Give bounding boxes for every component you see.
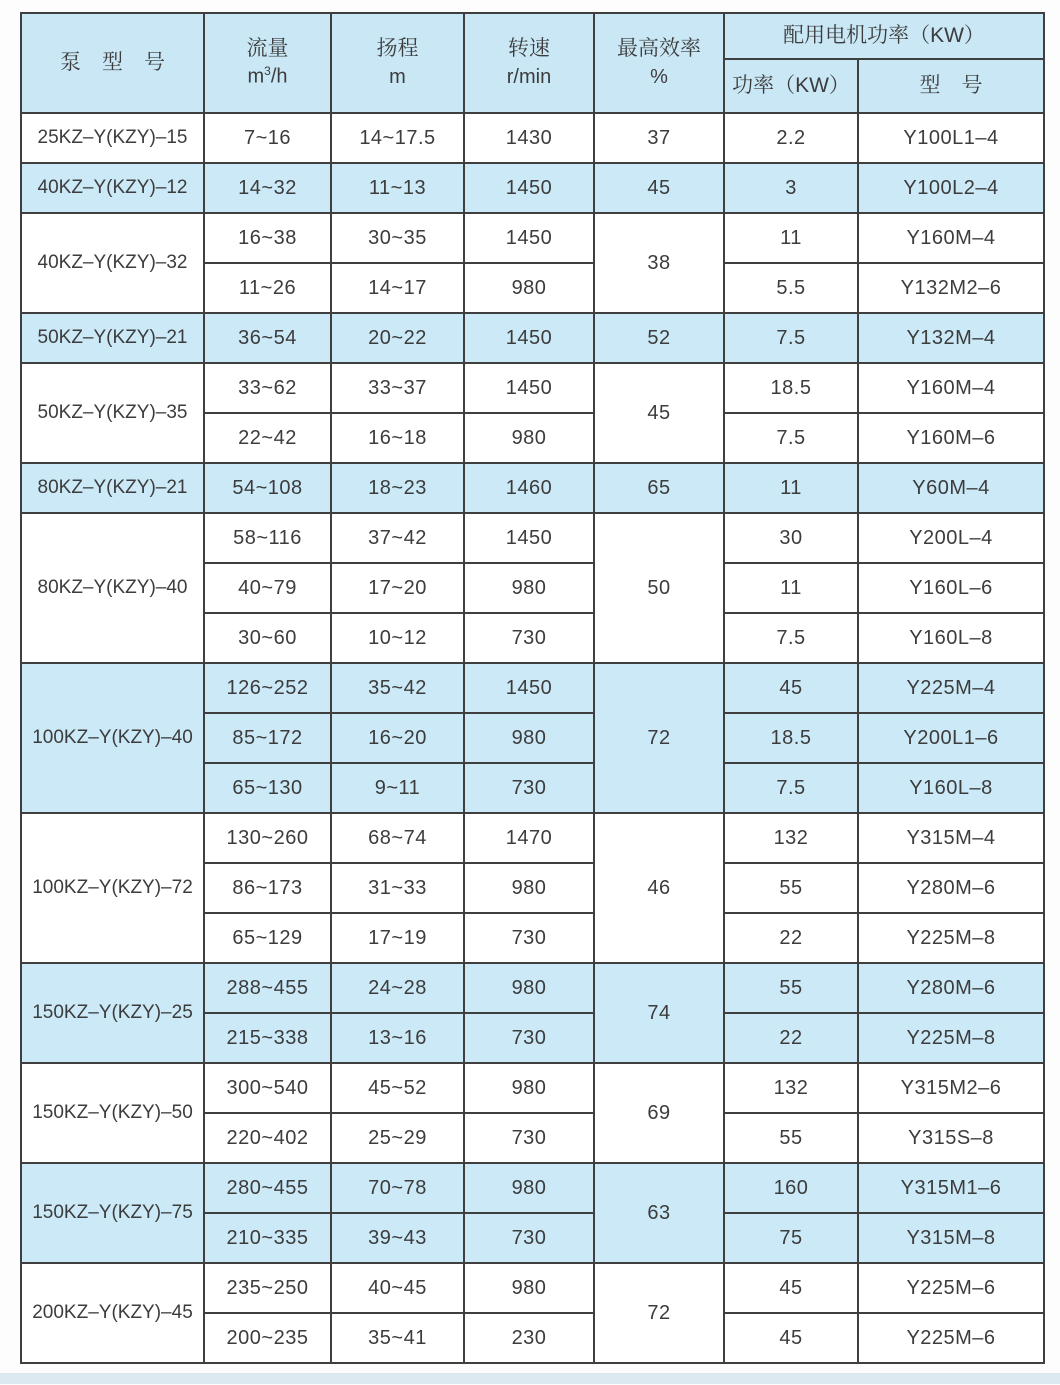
motor-power-cell: 11 bbox=[724, 463, 858, 513]
motor-power-cell: 45 bbox=[724, 663, 858, 713]
pump-model-cell: 150KZ–Y(KZY)–50 bbox=[21, 1063, 204, 1163]
efficiency-cell: 46 bbox=[594, 813, 724, 963]
header-speed-unit: r/min bbox=[506, 65, 552, 88]
motor-power-cell: 45 bbox=[724, 1313, 858, 1363]
header-speed bbox=[464, 13, 594, 113]
header-pump-model bbox=[21, 13, 204, 113]
motor-power-cell: 55 bbox=[724, 963, 858, 1013]
efficiency-cell: 69 bbox=[594, 1063, 724, 1163]
flow-cell: 36~54 bbox=[204, 313, 331, 363]
flow-cell: 7~16 bbox=[204, 113, 331, 163]
table-row bbox=[21, 363, 1044, 413]
header-head-unit: m bbox=[389, 65, 406, 88]
head-cell: 40~45 bbox=[331, 1263, 464, 1313]
speed-cell: 1450 bbox=[464, 663, 594, 713]
flow-cell: 30~60 bbox=[204, 613, 331, 663]
table-body bbox=[21, 113, 1044, 1363]
speed-cell: 980 bbox=[464, 1163, 594, 1213]
flow-cell: 11~26 bbox=[204, 263, 331, 313]
speed-cell: 980 bbox=[464, 1263, 594, 1313]
speed-cell: 730 bbox=[464, 763, 594, 813]
motor-model-cell: Y225M–8 bbox=[858, 1013, 1044, 1063]
pump-spec-table bbox=[20, 12, 1045, 1364]
motor-model-cell: Y225M–8 bbox=[858, 913, 1044, 963]
flow-cell: 280~455 bbox=[204, 1163, 331, 1213]
flow-cell: 14~32 bbox=[204, 163, 331, 213]
motor-model-cell: Y315M1–6 bbox=[858, 1163, 1044, 1213]
page-bottom-strip bbox=[0, 1373, 1060, 1384]
efficiency-cell: 65 bbox=[594, 463, 724, 513]
head-cell: 35~42 bbox=[331, 663, 464, 713]
head-cell: 33~37 bbox=[331, 363, 464, 413]
motor-power-cell: 5.5 bbox=[724, 263, 858, 313]
head-cell: 35~41 bbox=[331, 1313, 464, 1363]
motor-model-cell: Y160L–8 bbox=[858, 763, 1044, 813]
motor-power-cell: 132 bbox=[724, 1063, 858, 1113]
table-row bbox=[21, 1263, 1044, 1313]
speed-cell: 730 bbox=[464, 613, 594, 663]
motor-model-cell: Y200L1–6 bbox=[858, 713, 1044, 763]
header-speed-title: 转速 bbox=[508, 37, 550, 61]
flow-cell: 130~260 bbox=[204, 813, 331, 863]
head-cell: 24~28 bbox=[331, 963, 464, 1013]
head-cell: 17~19 bbox=[331, 913, 464, 963]
speed-cell: 1450 bbox=[464, 363, 594, 413]
speed-cell: 1450 bbox=[464, 513, 594, 563]
header-efficiency-title: 最高效率 bbox=[617, 37, 701, 61]
head-cell: 10~12 bbox=[331, 613, 464, 663]
flow-cell: 33~62 bbox=[204, 363, 331, 413]
motor-model-cell: Y60M–4 bbox=[858, 463, 1044, 513]
motor-power-cell: 22 bbox=[724, 1013, 858, 1063]
speed-cell: 1430 bbox=[464, 113, 594, 163]
table-row bbox=[21, 463, 1044, 513]
efficiency-cell: 38 bbox=[594, 213, 724, 313]
table-row bbox=[21, 963, 1044, 1013]
speed-cell: 1450 bbox=[464, 163, 594, 213]
header-flow-title: 流量 bbox=[246, 37, 289, 60]
speed-cell: 1450 bbox=[464, 213, 594, 263]
head-cell: 30~35 bbox=[331, 213, 464, 263]
flow-cell: 126~252 bbox=[204, 663, 331, 713]
header-row-top bbox=[21, 13, 1044, 59]
speed-cell: 230 bbox=[464, 1313, 594, 1363]
efficiency-cell: 63 bbox=[594, 1163, 724, 1263]
speed-cell: 1470 bbox=[464, 813, 594, 863]
speed-cell: 1460 bbox=[464, 463, 594, 513]
motor-power-cell: 2.2 bbox=[724, 113, 858, 163]
table-row bbox=[21, 663, 1044, 713]
head-cell: 14~17.5 bbox=[331, 113, 464, 163]
header-head bbox=[331, 13, 464, 113]
flow-cell: 220~402 bbox=[204, 1113, 331, 1163]
table-row bbox=[21, 1163, 1044, 1213]
table-row bbox=[21, 513, 1044, 563]
speed-cell: 980 bbox=[464, 713, 594, 763]
motor-model-cell: Y100L2–4 bbox=[858, 163, 1044, 213]
motor-power-cell: 55 bbox=[724, 1113, 858, 1163]
flow-cell: 54~108 bbox=[204, 463, 331, 513]
header-head-title: 扬程 bbox=[376, 37, 419, 61]
motor-power-cell: 18.5 bbox=[724, 713, 858, 763]
motor-power-cell: 18.5 bbox=[724, 363, 858, 413]
motor-model-cell: Y160L–8 bbox=[858, 613, 1044, 663]
efficiency-cell: 72 bbox=[594, 1263, 724, 1363]
pump-model-cell: 80KZ–Y(KZY)–21 bbox=[21, 463, 204, 513]
head-cell: 16~18 bbox=[331, 413, 464, 463]
head-cell: 9~11 bbox=[331, 763, 464, 813]
head-cell: 16~20 bbox=[331, 713, 464, 763]
motor-model-cell: Y160M–4 bbox=[858, 213, 1044, 263]
motor-power-cell: 7.5 bbox=[724, 413, 858, 463]
motor-power-cell: 11 bbox=[724, 213, 858, 263]
speed-cell: 980 bbox=[464, 1063, 594, 1113]
header-flow-unit: $m^3/h$ bbox=[247, 64, 288, 88]
speed-cell: 980 bbox=[464, 563, 594, 613]
flow-cell: 65~129 bbox=[204, 913, 331, 963]
header-motor-group: 配用电机功率（KW） bbox=[724, 13, 1044, 59]
speed-cell: 730 bbox=[464, 913, 594, 963]
motor-model-cell: Y160M–4 bbox=[858, 363, 1044, 413]
motor-model-cell: Y315M–8 bbox=[858, 1213, 1044, 1263]
flow-cell: 40~79 bbox=[204, 563, 331, 613]
speed-cell: 980 bbox=[464, 263, 594, 313]
speed-cell: 980 bbox=[464, 413, 594, 463]
motor-power-cell: 11 bbox=[724, 563, 858, 613]
table-row bbox=[21, 113, 1044, 163]
efficiency-cell: 74 bbox=[594, 963, 724, 1063]
pump-model-cell: 80KZ–Y(KZY)–40 bbox=[21, 513, 204, 663]
motor-power-cell: 7.5 bbox=[724, 313, 858, 363]
motor-model-cell: Y315M2–6 bbox=[858, 1063, 1044, 1113]
motor-model-cell: Y100L1–4 bbox=[858, 113, 1044, 163]
motor-power-cell: 132 bbox=[724, 813, 858, 863]
pump-model-cell: 25KZ–Y(KZY)–15 bbox=[21, 113, 204, 163]
motor-power-cell: 30 bbox=[724, 513, 858, 563]
head-cell: 11~13 bbox=[331, 163, 464, 213]
efficiency-cell: 52 bbox=[594, 313, 724, 363]
speed-cell: 980 bbox=[464, 863, 594, 913]
table-row bbox=[21, 1063, 1044, 1113]
header-motor-model: 型 号 bbox=[858, 59, 1044, 113]
head-cell: 14~17 bbox=[331, 263, 464, 313]
head-cell: 39~43 bbox=[331, 1213, 464, 1263]
head-cell: 37~42 bbox=[331, 513, 464, 563]
motor-model-cell: Y132M–4 bbox=[858, 313, 1044, 363]
motor-model-cell: Y160M–6 bbox=[858, 413, 1044, 463]
motor-power-cell: 55 bbox=[724, 863, 858, 913]
table-row bbox=[21, 163, 1044, 213]
efficiency-cell: 37 bbox=[594, 113, 724, 163]
motor-model-cell: Y225M–6 bbox=[858, 1263, 1044, 1313]
motor-model-cell: Y225M–6 bbox=[858, 1313, 1044, 1363]
pump-model-cell: 150KZ–Y(KZY)–25 bbox=[21, 963, 204, 1063]
motor-power-cell: 75 bbox=[724, 1213, 858, 1263]
motor-power-cell: 7.5 bbox=[724, 763, 858, 813]
speed-cell: 730 bbox=[464, 1013, 594, 1063]
flow-cell: 210~335 bbox=[204, 1213, 331, 1263]
motor-model-cell: Y132M2–6 bbox=[858, 263, 1044, 313]
motor-power-cell: 45 bbox=[724, 1263, 858, 1313]
speed-cell: 980 bbox=[464, 963, 594, 1013]
header-efficiency-unit: % bbox=[650, 65, 668, 88]
efficiency-cell: 72 bbox=[594, 663, 724, 813]
flow-cell: 16~38 bbox=[204, 213, 331, 263]
motor-model-cell: Y315M–4 bbox=[858, 813, 1044, 863]
head-cell: 25~29 bbox=[331, 1113, 464, 1163]
pump-model-cell: 40KZ–Y(KZY)–12 bbox=[21, 163, 204, 213]
motor-power-cell: 7.5 bbox=[724, 613, 858, 663]
head-cell: 70~78 bbox=[331, 1163, 464, 1213]
flow-cell: 65~130 bbox=[204, 763, 331, 813]
head-cell: 20~22 bbox=[331, 313, 464, 363]
header-pump-model-label: 泵 型 号 bbox=[60, 50, 165, 74]
flow-cell: 86~173 bbox=[204, 863, 331, 913]
flow-cell: 300~540 bbox=[204, 1063, 331, 1113]
header-motor-power: 功率（KW） bbox=[724, 59, 858, 113]
pump-model-cell: 150KZ–Y(KZY)–75 bbox=[21, 1163, 204, 1263]
flow-cell: 235~250 bbox=[204, 1263, 331, 1313]
motor-model-cell: Y160L–6 bbox=[858, 563, 1044, 613]
motor-model-cell: Y200L–4 bbox=[858, 513, 1044, 563]
head-cell: 18~23 bbox=[331, 463, 464, 513]
flow-cell: 58~116 bbox=[204, 513, 331, 563]
flow-cell: 288~455 bbox=[204, 963, 331, 1013]
speed-cell: 730 bbox=[464, 1213, 594, 1263]
pump-model-cell: 50KZ–Y(KZY)–35 bbox=[21, 363, 204, 463]
table-row bbox=[21, 313, 1044, 363]
motor-power-cell: 3 bbox=[724, 163, 858, 213]
efficiency-cell: 45 bbox=[594, 363, 724, 463]
head-cell: 68~74 bbox=[331, 813, 464, 863]
head-cell: 17~20 bbox=[331, 563, 464, 613]
motor-model-cell: Y280M–6 bbox=[858, 863, 1044, 913]
pump-model-cell: 100KZ–Y(KZY)–40 bbox=[21, 663, 204, 813]
pump-model-cell: 40KZ–Y(KZY)–32 bbox=[21, 213, 204, 313]
header-flow bbox=[204, 13, 331, 113]
flow-cell: 200~235 bbox=[204, 1313, 331, 1363]
efficiency-cell: 50 bbox=[594, 513, 724, 663]
motor-power-cell: 160 bbox=[724, 1163, 858, 1213]
speed-cell: 730 bbox=[464, 1113, 594, 1163]
table-row bbox=[21, 813, 1044, 863]
pump-model-cell: 200KZ–Y(KZY)–45 bbox=[21, 1263, 204, 1363]
flow-cell: 85~172 bbox=[204, 713, 331, 763]
motor-model-cell: Y315S–8 bbox=[858, 1113, 1044, 1163]
flow-cell: 22~42 bbox=[204, 413, 331, 463]
head-cell: 45~52 bbox=[331, 1063, 464, 1113]
table-header bbox=[21, 13, 1044, 113]
flow-cell: 215~338 bbox=[204, 1013, 331, 1063]
motor-model-cell: Y280M–6 bbox=[858, 963, 1044, 1013]
pump-model-cell: 50KZ–Y(KZY)–21 bbox=[21, 313, 204, 363]
head-cell: 31~33 bbox=[331, 863, 464, 913]
header-efficiency bbox=[594, 13, 724, 113]
pump-model-cell: 100KZ–Y(KZY)–72 bbox=[21, 813, 204, 963]
efficiency-cell: 45 bbox=[594, 163, 724, 213]
motor-power-cell: 22 bbox=[724, 913, 858, 963]
head-cell: 13~16 bbox=[331, 1013, 464, 1063]
motor-model-cell: Y225M–4 bbox=[858, 663, 1044, 713]
table-row bbox=[21, 213, 1044, 263]
speed-cell: 1450 bbox=[464, 313, 594, 363]
